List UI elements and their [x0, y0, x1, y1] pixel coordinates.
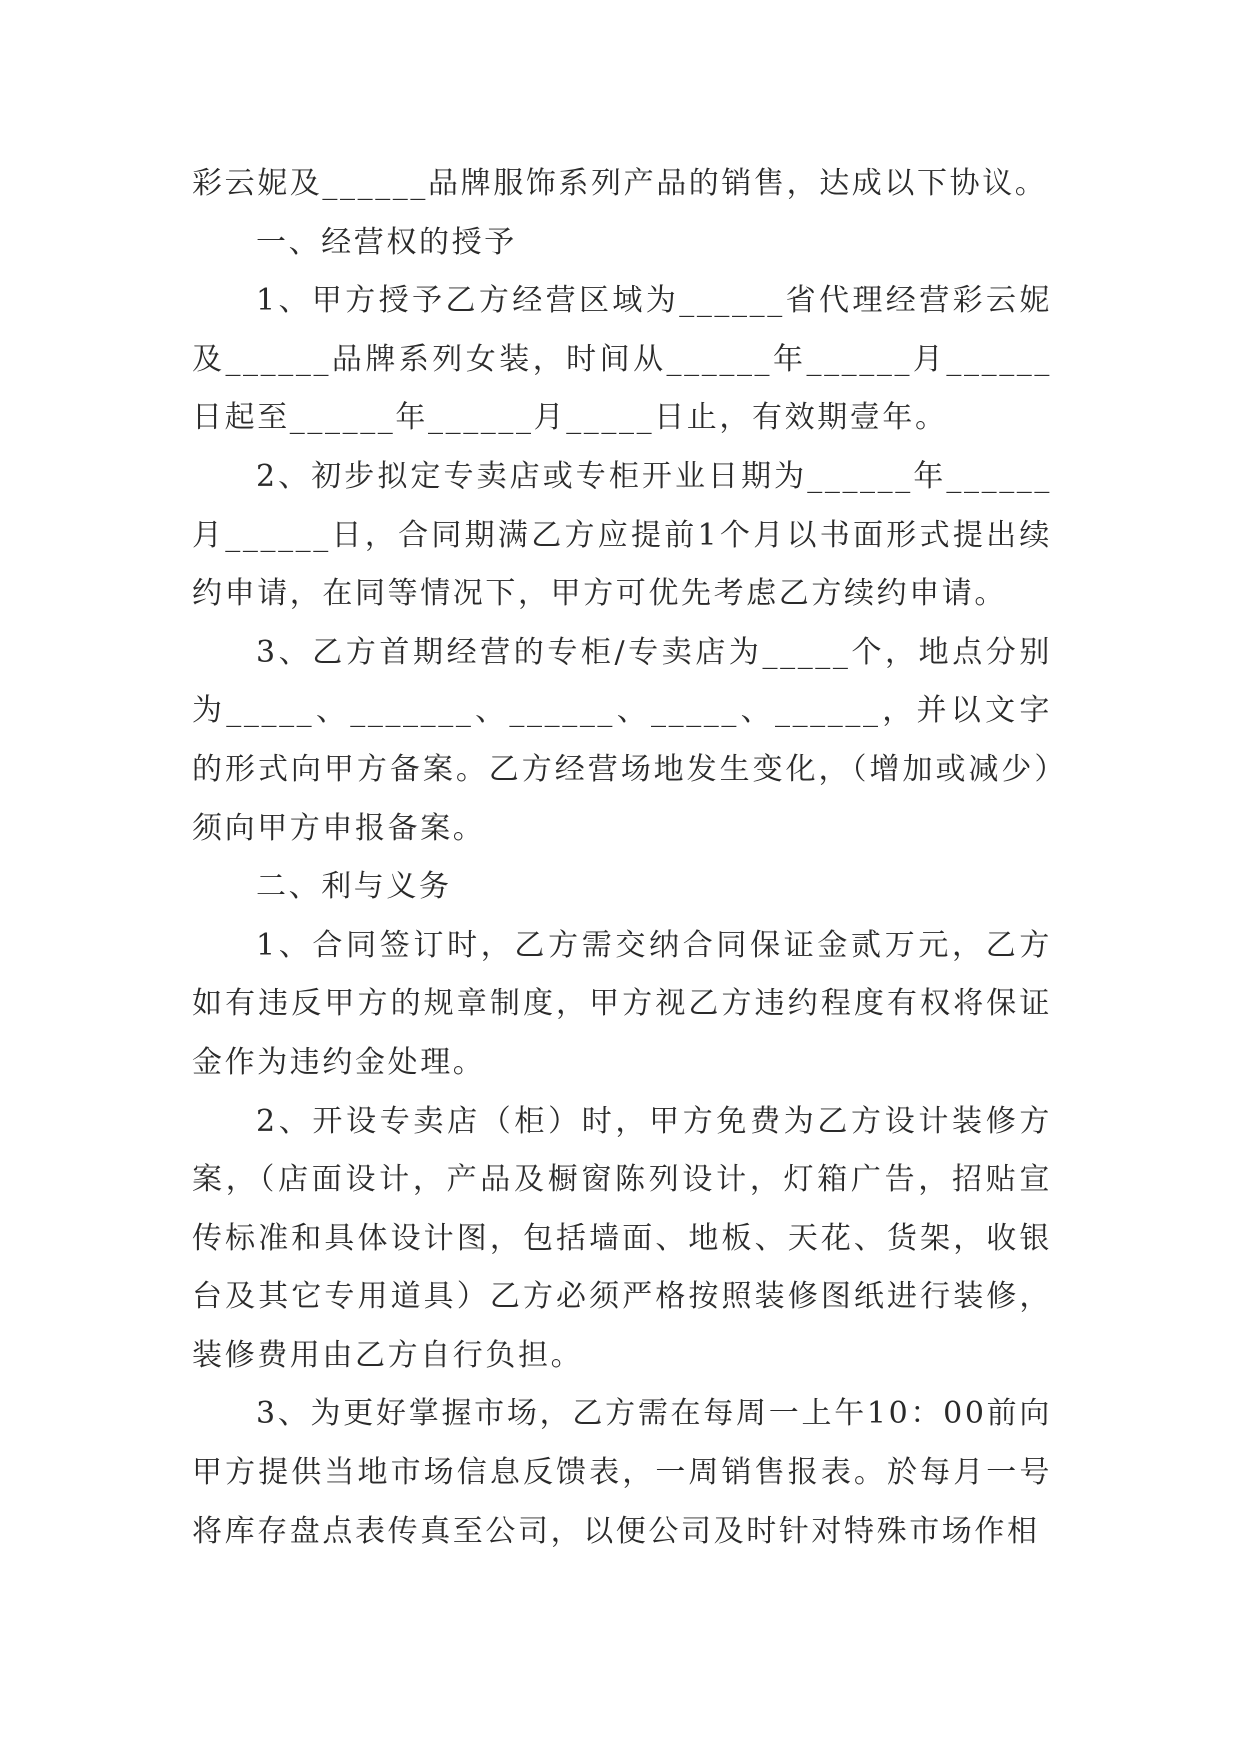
clause-1-2: 2、初步拟定专卖店或专柜开业日期为______年______月______日，合同期满乙方应提前1个月以书面形式提出续约申请，在同等情况下，甲方可优先考虑乙方续约申请。: [192, 458, 1052, 612]
section-heading-grant-of-rights: 一、经营权的授予: [256, 224, 517, 260]
clause-1-3: 3、乙方首期经营的专柜/专卖店为_____个，地点分别为_____、_______、______、_____、______，并以文字的形式向甲方备案。乙方经营场地发生变化，（增加或减少）须向甲方申报备案。: [192, 634, 1052, 846]
section-heading-rights-and-obligations: 二、利与义务: [256, 869, 452, 905]
clause-2-1: 1、合同签订时，乙方需交纳合同保证金贰万元，乙方如有违反甲方的规章制度，甲方视乙方违约程度有权将保证金作为违约金处理。: [192, 927, 1052, 1080]
paragraph-continuation: 彩云妮及______品牌服饰系列产品的销售，达成以下协议。: [192, 166, 1048, 201]
clause-1-1: 1、甲方授予乙方经营区域为______省代理经营彩云妮及______品牌系列女装，时间从______年______月______日起至______年______月_____日止，有效期壹年。: [192, 283, 1052, 436]
clause-2-2: 2、开设专卖店（柜）时，甲方免费为乙方设计装修方案，（店面设计，产品及橱窗陈列设计，灯箱广告，招贴宣传标准和具体设计图，包括墙面、地板、天花、货架，收银台及其它专用道具）乙方必须严格按照装修图纸进行装修，装修费用由乙方自行负担。: [192, 1103, 1052, 1373]
document-body: [192, 155, 1052, 1561]
clause-2-3: 3、为更好掌握市场，乙方需在每周一上午10：00前向甲方提供当地市场信息反馈表，一周销售报表。於每月一号将库存盘点表传真至公司，以便公司及时针对特殊市场作相: [192, 1396, 1052, 1549]
